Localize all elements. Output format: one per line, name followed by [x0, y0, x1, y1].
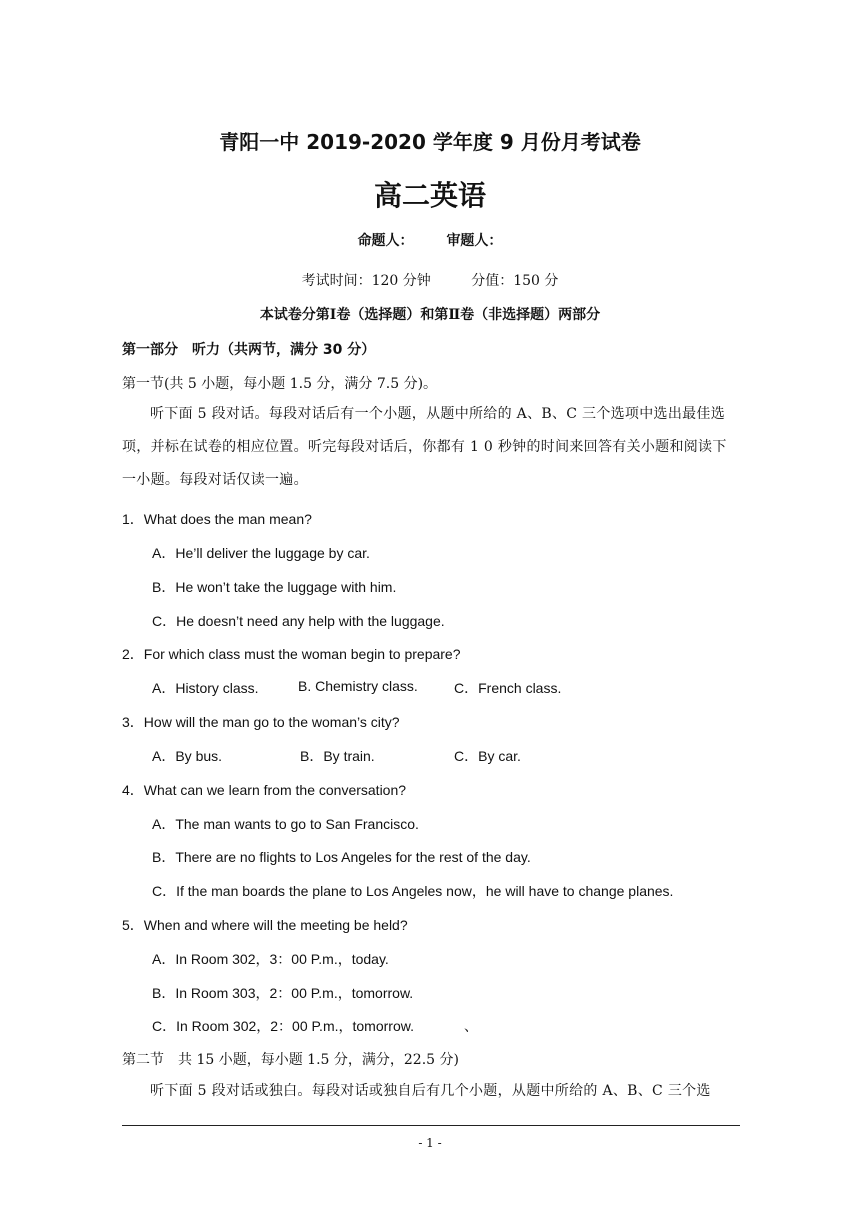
subject-title: 高二英语	[373, 179, 486, 212]
option-4b: B．There are no flights to Los Angeles for the rest of the day.	[152, 849, 531, 865]
option-5c: C．In Room 302，2：00 P.m.，tomorrow.	[152, 1018, 414, 1034]
question-number: 4．	[122, 782, 144, 798]
option-1a: A．He’ll deliver the luggage by car.	[152, 545, 370, 561]
option-2b: B. Chemistry class.	[298, 678, 418, 694]
question-text: When and where will the meeting be held?	[143, 917, 408, 933]
page-number: - 1 -	[418, 1136, 442, 1150]
question-number: 5．	[122, 917, 144, 933]
option-4c: C．If the man boards the plane to Los Angeles now，he will have to change planes.	[152, 883, 674, 899]
section2-heading: 第二节 共 15 小题，每小题 1.5 分，满分，22.5 分)	[122, 1052, 459, 1068]
option-2c: C．French class.	[454, 680, 562, 696]
question-3	[122, 712, 400, 732]
exam-score: 分值：150 分	[471, 273, 559, 289]
author-label: 命题人：	[357, 233, 414, 249]
question-text: For which class must the woman begin to prepare?	[143, 646, 461, 662]
option-5a: A．In Room 302，3：00 P.m.，today.	[152, 951, 389, 967]
stray-mark: 、	[464, 1018, 478, 1034]
question-number: 3．	[122, 714, 144, 730]
section1-instructions: 听下面 5 段对话。每段对话后有一个小题，从题中所给的 A、B、C 三个选项中选出最佳选项，并标在试卷的相应位置。听完每段对话后，你都有 1 0 秒钟的时间来回答有关小题和阅读下一小题。每段对话仅读一遍。	[122, 406, 727, 488]
section1-heading: 第一节(共 5 小题，每小题 1.5 分，满分 7.5 分)。	[122, 376, 438, 392]
option-4a: A．The man wants to go to San Francisco.	[152, 816, 419, 832]
question-2	[122, 644, 461, 664]
section2-instructions: 听下面 5 段对话或独白。每段对话或独自后有几个小题，从题中所给的 A、B、C 三个选	[150, 1083, 711, 1099]
option-3a: A．By bus.	[152, 748, 223, 764]
exam-intro: 本试卷分第Ⅰ卷（选择题）和第Ⅱ卷（非选择题）两部分	[259, 307, 601, 323]
exam-info	[0, 270, 860, 290]
question-number: 2．	[122, 646, 144, 662]
question-1	[122, 509, 312, 529]
option-5b: B．In Room 303，2：00 P.m.，tomorrow.	[152, 985, 414, 1001]
option-1b: B．He won’t take the luggage with him.	[152, 579, 397, 595]
question-text: What does the man mean?	[143, 511, 312, 527]
option-1c: C．He doesn’t need any help with the luggage.	[152, 613, 445, 629]
option-3b: B．By train.	[300, 748, 375, 764]
exam-time: 考试时间：120 分钟	[301, 273, 431, 289]
option-3c: C．By car.	[454, 748, 521, 764]
question-text: What can we learn from the conversation?	[143, 782, 407, 798]
author-line	[0, 230, 860, 250]
footer-divider	[122, 1125, 740, 1126]
part1-heading: 第一部分 听力（共两节，满分 30 分）	[122, 342, 376, 358]
reviewer-label: 审题人：	[446, 233, 503, 249]
exam-title: 青阳一中 2019-2020 学年度 9 月份月考试卷	[219, 130, 641, 154]
question-4	[122, 780, 406, 800]
option-2a: A．History class.	[152, 680, 259, 696]
question-text: How will the man go to the woman’s city?	[143, 714, 400, 730]
question-number: 1．	[122, 511, 144, 527]
question-5	[122, 915, 408, 935]
